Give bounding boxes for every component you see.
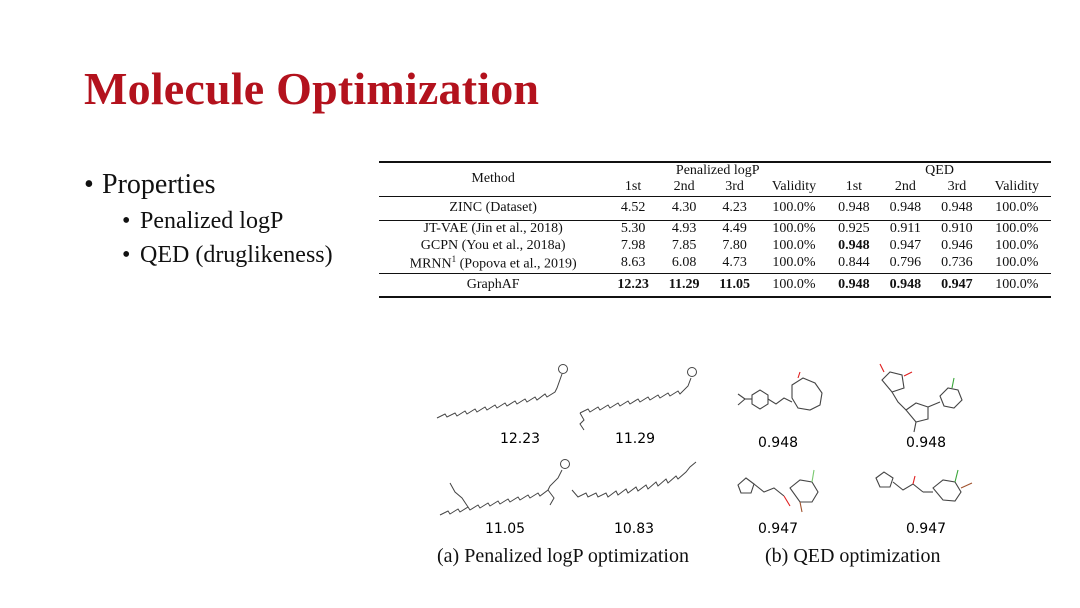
method-name: MRNN: [409, 256, 452, 272]
value-cell-bold: 11.05: [719, 276, 750, 292]
method-cell: GCPN (You et al., 2018a): [420, 237, 566, 253]
value-cell: 100.0%: [772, 220, 816, 236]
value-cell: 0.948: [838, 200, 870, 215]
molecule-logp-4: [572, 462, 696, 497]
bullet-text: QED (druglikeness): [140, 242, 333, 268]
subheader-cell: Validity: [771, 179, 817, 195]
caption-qed: (b) QED optimization: [765, 545, 941, 567]
molecule-logp-2-branch: [580, 413, 584, 430]
value-cell: 100.0%: [772, 255, 816, 271]
ring-logp-1: [559, 365, 568, 374]
value-cell: 7.85: [671, 237, 697, 253]
molecule-logp-2: [580, 378, 691, 413]
ring-logp-2: [688, 368, 697, 377]
value-cell: 0.947: [889, 237, 922, 253]
value-cell: 4.93: [671, 220, 697, 236]
method-cell: JT-VAE (Jin et al., 2018): [423, 220, 563, 236]
molecule-qed-2: [880, 364, 962, 432]
value-cell: 5.30: [620, 220, 646, 236]
value-cell: 0.948: [889, 200, 922, 215]
value-cell: 100.0%: [772, 237, 816, 253]
method-cell: ZINC (Dataset): [449, 200, 537, 215]
value-cell: 100.0%: [772, 276, 816, 292]
bullet-dot: •: [84, 169, 94, 200]
value-cell: 100.0%: [995, 220, 1039, 236]
value-cell: 0.911: [889, 220, 921, 236]
value-cell: 0.910: [941, 220, 973, 236]
molecule-logp-3: [440, 470, 562, 515]
logp-score: 10.83: [613, 521, 655, 537]
slide-title: Molecule Optimization: [84, 63, 540, 114]
subheader-cell: 1st: [845, 179, 863, 195]
value-cell-bold: 0.948: [889, 276, 922, 292]
molecule-qed-4: [876, 470, 972, 501]
qed-score: 0.947: [757, 521, 799, 537]
value-cell: 4.49: [722, 220, 747, 236]
molecule-qed-3: [738, 470, 818, 512]
subheader-cell: 2nd: [894, 179, 916, 195]
value-cell: 8.63: [620, 255, 646, 271]
value-cell: 7.98: [620, 237, 646, 253]
value-cell: 6.08: [671, 255, 697, 271]
method-header: Method: [379, 162, 607, 196]
qed-score: 0.948: [905, 435, 947, 451]
subheader-cell: 3rd: [947, 179, 967, 195]
bullet-text: Properties: [102, 169, 216, 200]
value-cell: 0.948: [941, 200, 973, 215]
ring-logp-3: [561, 460, 570, 469]
value-cell-bold: 0.948: [838, 237, 870, 253]
value-cell-bold: 12.23: [617, 276, 649, 292]
subheader-cell: 1st: [624, 179, 642, 195]
value-cell: 100.0%: [995, 255, 1039, 271]
bullet-text: Penalized logP: [140, 208, 284, 234]
value-cell-bold: 11.29: [668, 276, 700, 292]
method-superscript: 1: [451, 254, 457, 264]
subheader-cell: 2nd: [673, 179, 695, 195]
method-cell: GraphAF: [466, 276, 520, 292]
value-cell: 4.52: [620, 200, 646, 215]
molecule-logp-1: [437, 374, 562, 418]
value-cell: 100.0%: [772, 200, 816, 215]
qed-score: 0.948: [757, 435, 799, 451]
value-cell: 0.925: [838, 220, 870, 236]
logp-score: 12.23: [499, 431, 541, 447]
value-cell: 0.844: [838, 255, 870, 271]
value-cell: 100.0%: [995, 200, 1039, 215]
value-cell: 4.23: [722, 200, 747, 215]
subheader-cell: Validity: [994, 179, 1039, 195]
value-cell: 4.73: [722, 255, 747, 271]
bullet-dot: •: [122, 208, 131, 234]
value-cell-bold: 0.947: [941, 276, 973, 292]
subheader-cell: 3rd: [725, 179, 744, 195]
method-citation: (Popova et al., 2019): [456, 256, 577, 272]
value-cell: 7.80: [722, 237, 747, 253]
molecule-qed-1: [738, 372, 822, 410]
caption-logp: (a) Penalized logP optimization: [437, 545, 689, 567]
qed-score: 0.947: [905, 521, 947, 537]
value-cell: 100.0%: [995, 237, 1039, 253]
group-header-qed: QED: [925, 163, 954, 178]
value-cell: 4.30: [671, 200, 697, 215]
value-cell: 100.0%: [995, 276, 1039, 292]
value-cell: 0.946: [941, 237, 973, 253]
molecule-logp-3-branch-b: [548, 490, 554, 505]
value-cell: 0.796: [889, 255, 922, 271]
logp-score: 11.29: [614, 431, 656, 447]
bullet-dot: •: [122, 242, 131, 268]
group-header-logp: Penalized logP: [675, 163, 760, 178]
molecule-logp-3-branch-a: [450, 483, 468, 507]
value-cell: 0.736: [941, 255, 973, 271]
value-cell-bold: 0.948: [838, 276, 870, 292]
logp-score: 11.05: [484, 521, 526, 537]
